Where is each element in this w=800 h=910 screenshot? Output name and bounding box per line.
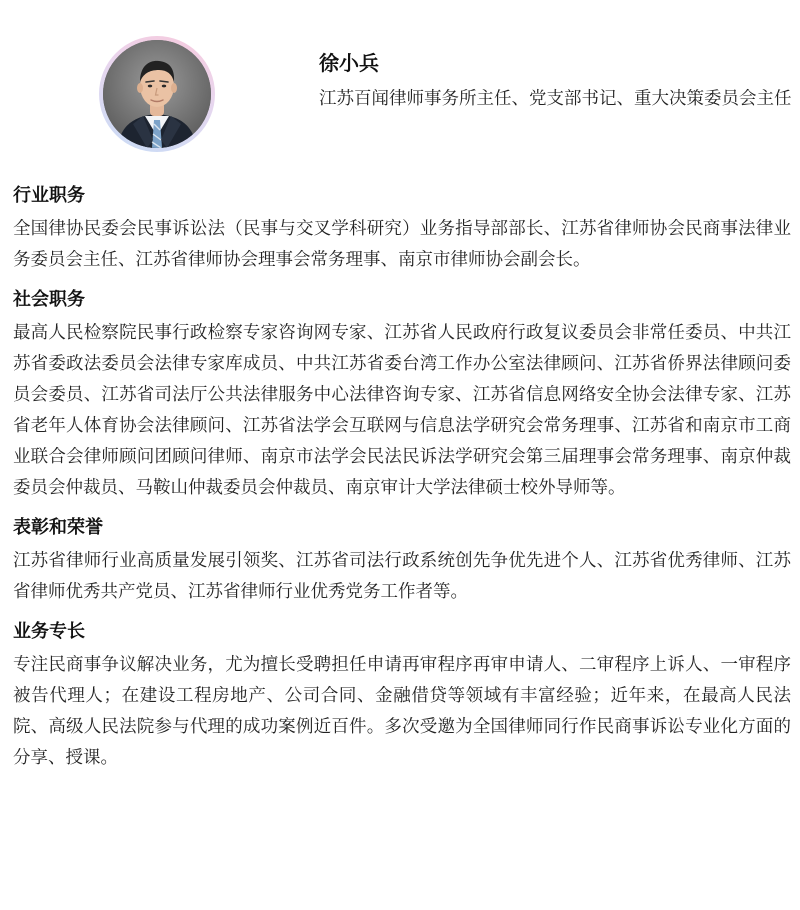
profile-header — [0, 0, 800, 170]
avatar-ring — [99, 36, 215, 152]
section-industry-positions — [13, 178, 791, 276]
section-expertise — [13, 614, 791, 774]
section-heading: 社会职务 — [13, 289, 85, 310]
portrait-icon — [103, 40, 211, 148]
section-body: 专注民商事争议解决业务，尤为擅长受聘担任申请再审程序再审申请人、二审程序上诉人、一审程序被告代理人；在建设工程房地产、公司合同、金融借贷等领域有丰富经验；近年来，在最高人民法院、高级人民法院参与代理的成功案例近百件。多次受邀为全国律师同行作民商事诉讼专业化方面的分享、授课。 — [13, 655, 791, 768]
avatar — [103, 40, 211, 148]
profile-title: 江苏百闻律师事务所主任、党支部书记、重大决策委员会主任 — [319, 89, 792, 109]
section-body: 最高人民检察院民事行政检察专家咨询网专家、江苏省人民政府行政复议委员会非常任委员、中共江苏省委政法委员会法律专家库成员、中共江苏省委台湾工作办公室法律顾问、江苏省侨界法律顾问委员会委员、江苏省司法厅公共法律服务中心法律咨询专家、江苏省信息网络安全协会法律专家、江苏省老年人体育协会法律顾问、江苏省法学会互联网与信息法学研究会常务理事、江苏省和南京市工商业联合会律师顾问团顾问律师、南京市法学会民法民诉法学研究会第三届理事会常务理事、南京仲裁委员会仲裁员、马鞍山仲裁委员会仲裁员、南京审计大学法律硕士校外导师等。 — [13, 323, 791, 498]
section-honors — [13, 510, 791, 608]
profile-content — [13, 178, 791, 780]
section-body: 全国律协民委会民事诉讼法（民事与交叉学科研究）业务指导部部长、江苏省律师协会民商事法律业务委员会主任、江苏省律师协会理事会常务理事、南京市律师协会副会长。 — [13, 219, 791, 270]
section-heading: 业务专长 — [13, 621, 85, 642]
section-social-positions — [13, 282, 791, 504]
profile-name: 徐小兵 — [319, 51, 379, 75]
section-body: 江苏省律师行业高质量发展引领奖、江苏省司法行政系统创先争优先进个人、江苏省优秀律师、江苏省律师优秀共产党员、江苏省律师行业优秀党务工作者等。 — [13, 551, 791, 602]
section-heading: 表彰和荣誉 — [13, 517, 103, 538]
section-heading: 行业职务 — [13, 185, 85, 206]
